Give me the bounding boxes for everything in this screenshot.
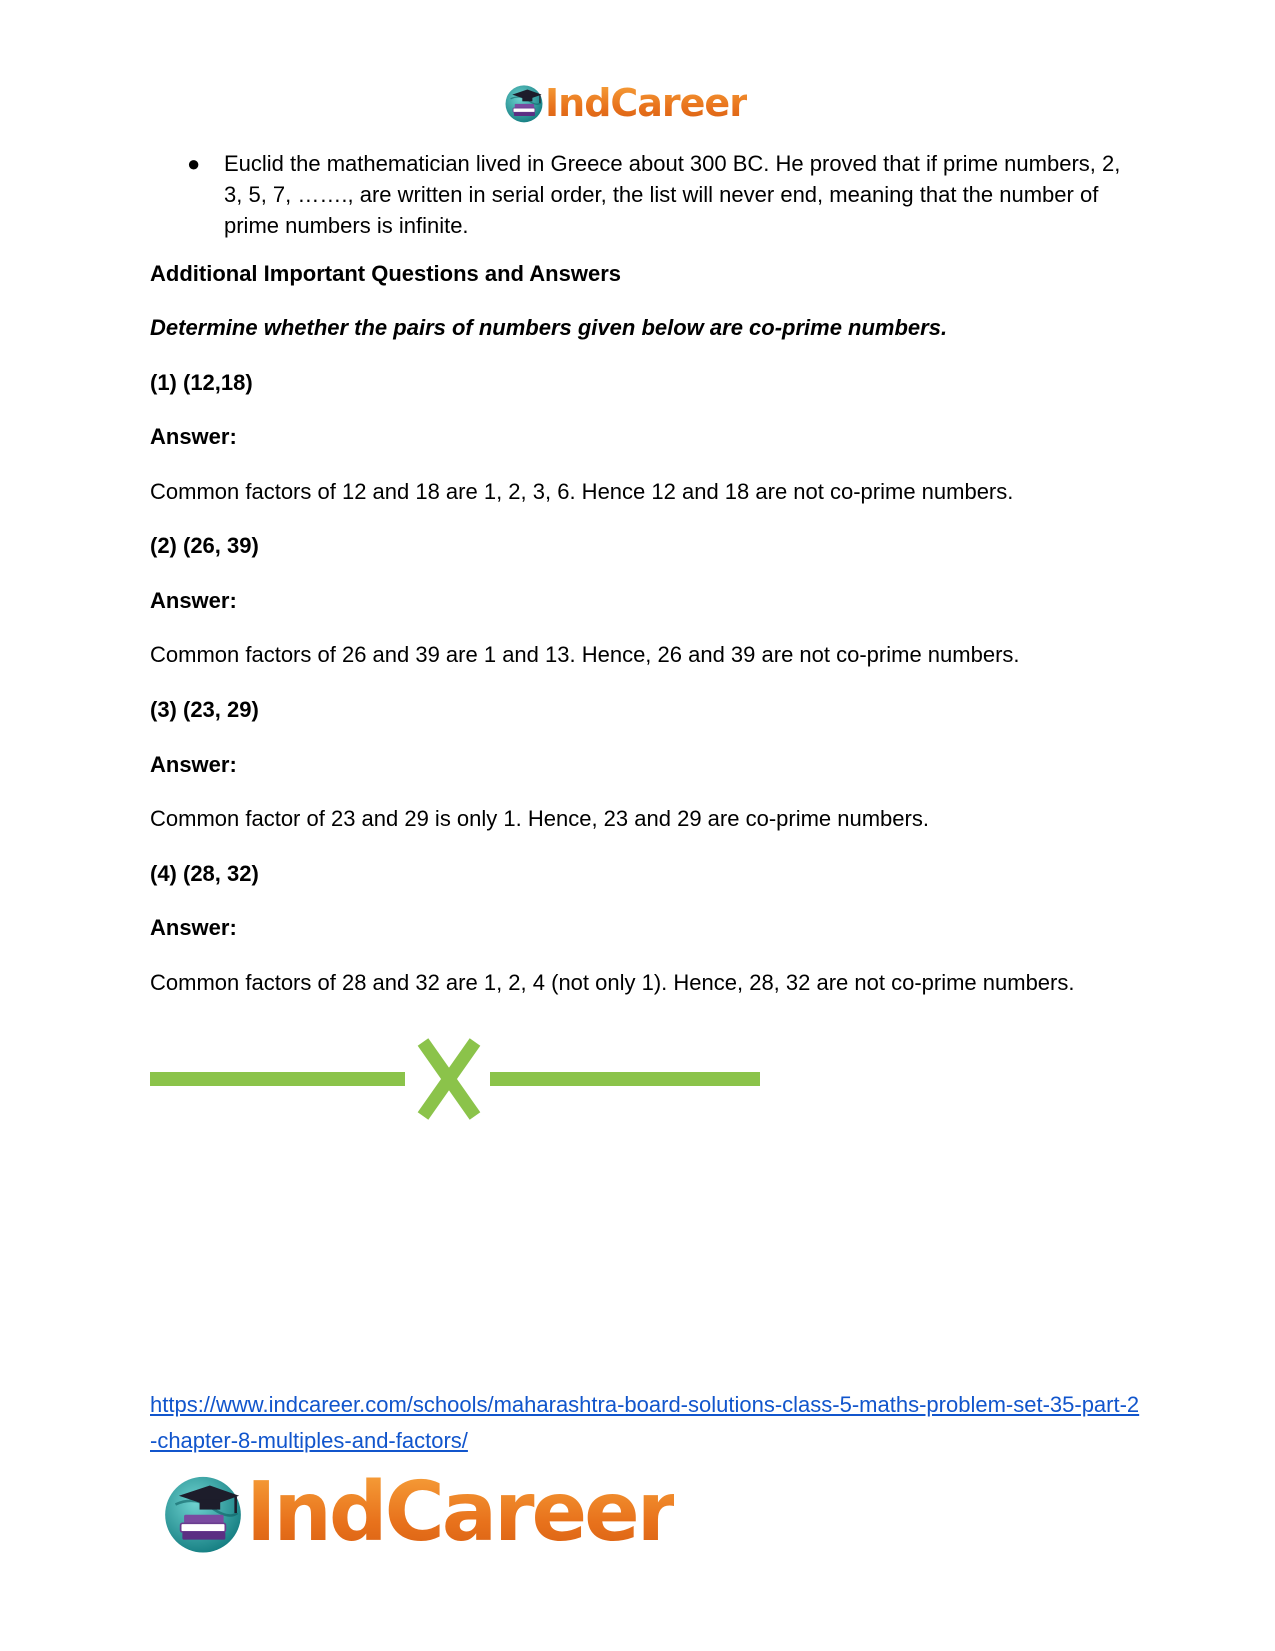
brand-wordmark: IndCareer (545, 81, 747, 125)
graduation-cap-books-globe-icon (503, 82, 545, 124)
graduation-cap-books-globe-icon (160, 1470, 246, 1556)
answer-label: Answer: (150, 424, 237, 449)
bullet-marker: ● (187, 151, 201, 176)
answer-text: Common factor of 23 and 29 is only 1. Hence, 23 and 29 are co-prime numbers. (150, 806, 929, 831)
footer-logo (160, 1465, 675, 1560)
answer-text: Common factors of 12 and 18 are 1, 2, 3, 6. Hence 12 and 18 are not co-prime numbers. (150, 479, 1014, 504)
question-label: (3) (23, 29) (150, 697, 259, 722)
bullet-list-item (187, 148, 1127, 241)
x-divider-icon (150, 1038, 760, 1120)
section-instruction: Determine whether the pairs of numbers given below are co-prime numbers. (150, 315, 948, 340)
brand-wordmark: IndCareer (246, 1465, 675, 1560)
answer-label: Answer: (150, 915, 237, 940)
answer-label: Answer: (150, 752, 237, 777)
source-link[interactable]: https://www.indcareer.com/schools/maharashtra-board-solutions-class-5-maths-problem-set-35-part-2-chapter-8-multiples-and-factors/ (150, 1392, 1140, 1453)
section-heading: Additional Important Questions and Answers (150, 261, 622, 286)
question-label: (1) (12,18) (150, 370, 253, 395)
answer-text: Common factors of 28 and 32 are 1, 2, 4 (not only 1). Hence, 28, 32 are not co-prime numbers. (150, 970, 1075, 995)
question-label: (2) (26, 39) (150, 533, 259, 558)
bullet-text: Euclid the mathematician lived in Greece about 300 BC. He proved that if prime numbers, 2, 3, 5, 7, ……., are written in serial order, the list will never end, meaning that the number of prime numbers is infinite. (224, 151, 1121, 238)
question-label: (4) (28, 32) (150, 861, 259, 886)
header-logo (503, 82, 747, 124)
answer-text: Common factors of 26 and 39 are 1 and 13. Hence, 26 and 39 are not co-prime numbers. (150, 642, 1020, 667)
answer-label: Answer: (150, 588, 237, 613)
